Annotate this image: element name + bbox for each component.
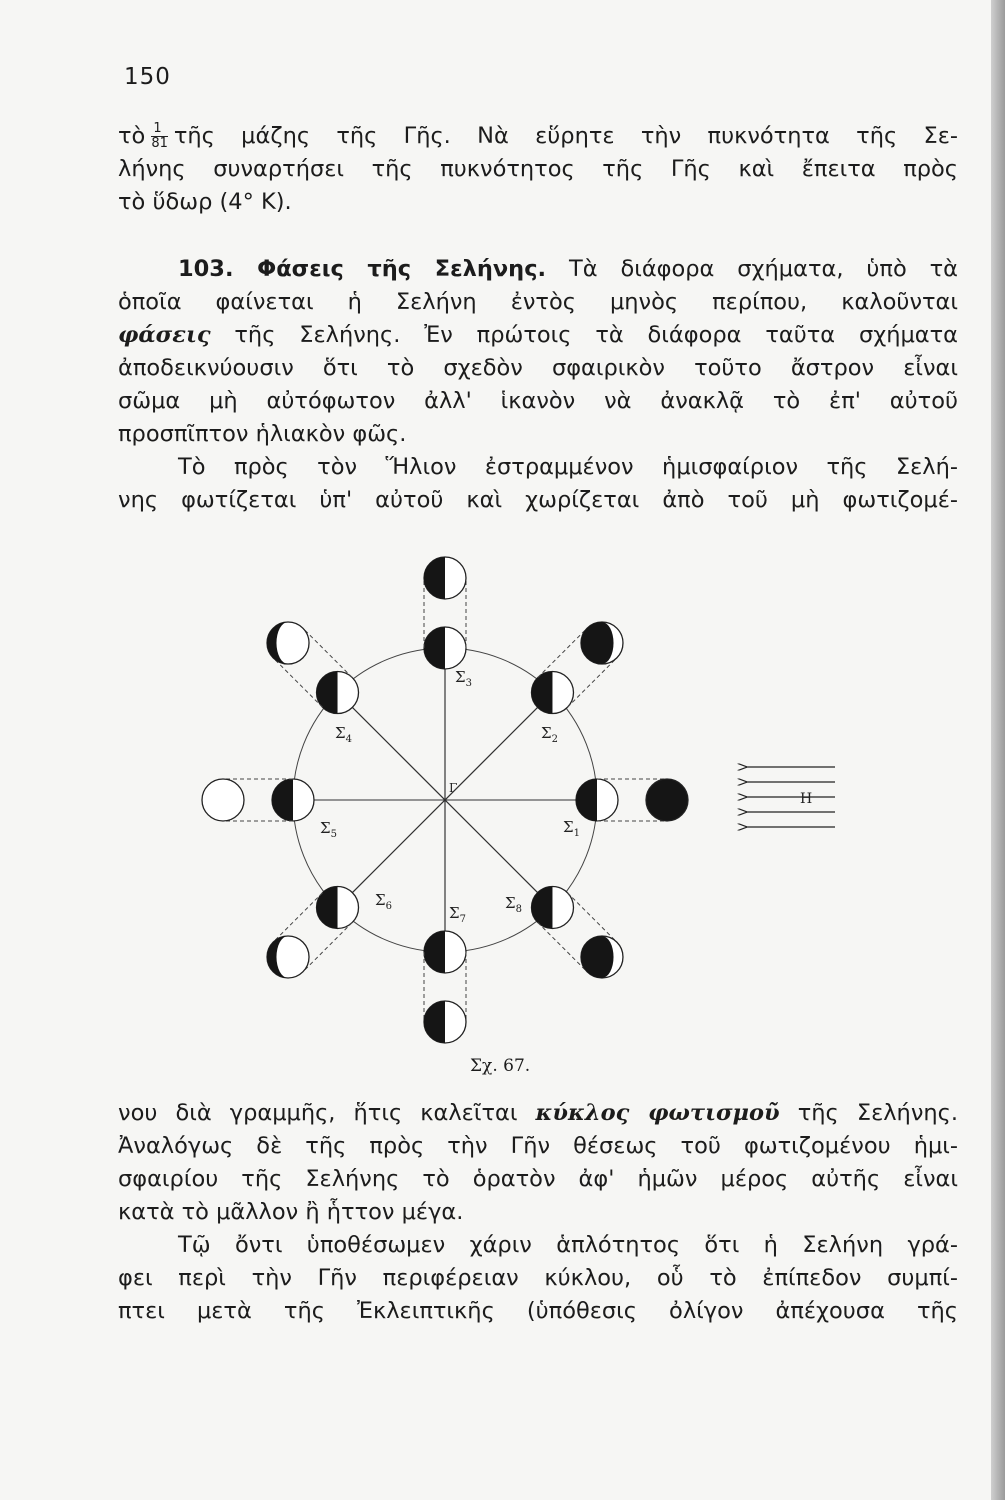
- apparent-phase-3: [424, 557, 466, 599]
- figure-caption: Σχ. 67.: [470, 1056, 531, 1076]
- text-line: κατὰ τὸ μᾶλλον ἢ ἧττον μέγα.: [118, 1199, 464, 1225]
- sight-line: [567, 658, 616, 707]
- position-letter: Σ: [449, 904, 460, 922]
- sight-line: [303, 922, 352, 971]
- position-subscript: 2: [551, 734, 558, 745]
- position-label-8: [505, 894, 522, 915]
- apparent-phase-1: [646, 779, 688, 821]
- text-line: λήνης συναρτήσει τῆς πυκνότητος τῆς Γῆς καὶ ἔπειτα πρὸς: [118, 156, 958, 182]
- text-fragment: τὸ: [118, 123, 146, 149]
- apparent-phase-2: [581, 622, 623, 664]
- text-line: σφαιρίου τῆς Σελήνης τὸ ὁρατὸν ἀφ' ἡμῶν μέρος αὐτῆς εἶναι: [118, 1166, 958, 1192]
- sight-line: [303, 628, 352, 677]
- paragraph-illumination: [118, 1097, 958, 1328]
- text-line: φει περὶ τὴν Γῆν περιφέρειαν κύκλου, οὗ τὸ ἐπίπεδον συμπί-: [118, 1265, 958, 1291]
- sight-line: [273, 893, 322, 942]
- apparent-phase-7: [424, 1001, 466, 1043]
- moon-dark-half: [576, 779, 597, 821]
- fraction-numerator: 1: [151, 122, 168, 137]
- apparent-dark-part: [424, 1001, 445, 1043]
- position-letter: Σ: [335, 724, 346, 742]
- position-label-3: [455, 668, 472, 689]
- position-letter: Σ: [541, 724, 552, 742]
- text-line: [118, 319, 958, 352]
- text-line: σῶμα μὴ αὐτόφωτον ἀλλ' ἱκανὸν νὰ ἀνακλᾷ τὸ ἐπ' αὐτοῦ: [118, 388, 958, 414]
- position-subscript: 8: [515, 904, 522, 915]
- position-letter: Σ: [505, 894, 516, 912]
- position-label-1: [563, 818, 580, 839]
- page-edge-shadow: [991, 0, 1005, 1500]
- section-heading: 103. Φάσεις τῆς Σελήνης.: [178, 256, 547, 282]
- text-line: Τὸ πρὸς τὸν Ἥλιον ἐστραμμένον ἡμισφαίριον τῆς Σελή-: [178, 454, 958, 480]
- position-letter: Σ: [455, 668, 466, 686]
- sun-label: Η: [800, 791, 813, 807]
- text-line: τὸ ὕδωρ (4° Κ).: [118, 189, 292, 215]
- text-fragment: τῆς Σελήνης. Ἐν πρώτοις τὰ διάφορα ταῦτα σχήματα: [234, 322, 958, 348]
- text-line: [118, 1097, 958, 1130]
- apparent-phase-4: [267, 622, 309, 664]
- text-fragment: νου διὰ γραμμῆς, ἥτις καλεῖται: [118, 1100, 518, 1126]
- moon-dark-half: [317, 886, 338, 928]
- position-subscript: 6: [385, 901, 392, 912]
- fraction-denominator: 81: [151, 136, 168, 151]
- position-label-2: [541, 724, 558, 745]
- page-number: 150: [124, 64, 171, 90]
- position-subscript: 4: [345, 734, 352, 745]
- position-label-5: [320, 819, 337, 840]
- text-line: [118, 253, 958, 286]
- moon-phases-figure: [190, 545, 870, 1055]
- moon-dark-half: [424, 931, 445, 973]
- moon-dark-half: [317, 672, 338, 714]
- text-line: Ἀναλόγως δὲ τῆς πρὸς τὴν Γῆν θέσεως τοῦ φωτιζομένου ἡμι-: [118, 1133, 958, 1159]
- text-line: νης φωτίζεται ὑπ' αὐτοῦ καὶ χωρίζεται ἀπὸ τοῦ μὴ φωτιζομέ-: [118, 487, 958, 513]
- position-subscript: 1: [573, 828, 580, 839]
- position-label-4: [335, 724, 352, 745]
- sight-line: [538, 922, 587, 971]
- earth-center-label: Γ: [449, 781, 458, 795]
- apparent-moon-disc: [202, 779, 244, 821]
- sunlight-rays: [746, 767, 835, 827]
- apparent-phase-5: [202, 779, 244, 821]
- position-letter: Σ: [563, 818, 574, 836]
- text-line: ἀποδεικνύουσιν ὅτι τὸ σχεδὸν σφαιρικὸν τοῦτο ἄστρον εἶναι: [118, 355, 958, 381]
- text-line: [118, 120, 958, 153]
- text-line: Τῷ ὄντι ὑποθέσωμεν χάριν ἁπλότητος ὅτι ἡ Σελήνη γρά-: [178, 1232, 958, 1258]
- position-letter: Σ: [320, 819, 331, 837]
- sight-line: [273, 658, 322, 707]
- text-fragment: τῆς μάζης τῆς Γῆς. Νὰ εὕρητε τὴν πυκνότητα τῆς Σε-: [173, 123, 958, 149]
- apparent-dark-part: [581, 622, 614, 664]
- apparent-dark-part: [581, 936, 614, 978]
- fraction: [151, 122, 168, 151]
- apparent-phase-6: [267, 936, 309, 978]
- apparent-phase-8: [581, 936, 623, 978]
- position-subscript: 5: [330, 829, 337, 840]
- apparent-moon-disc: [646, 779, 688, 821]
- sight-line: [538, 628, 587, 677]
- term-phases: φάσεις: [118, 322, 211, 348]
- position-letter: Σ: [375, 891, 386, 909]
- sight-line: [567, 893, 616, 942]
- text-line: προσπῖπτον ἡλιακὸν φῶς.: [118, 421, 407, 447]
- position-subscript: 7: [459, 914, 466, 925]
- text-fragment: τῆς Σελήνης.: [797, 1100, 958, 1126]
- apparent-dark-part: [424, 557, 445, 599]
- text-line: πτει μετὰ τῆς Ἐκλειπτικῆς (ὑπόθεσις ὀλίγον ἀπέχουσα τῆς: [118, 1298, 958, 1324]
- moon-dark-half: [272, 779, 293, 821]
- section-103: [118, 253, 958, 517]
- term-circle-of-illumination: κύκλος φωτισμοῦ: [535, 1100, 780, 1126]
- position-label-6: [375, 891, 392, 912]
- position-label-7: [449, 904, 466, 925]
- position-subscript: 3: [465, 678, 472, 689]
- moon-dark-half: [424, 627, 445, 669]
- paragraph-density-exercise: [118, 120, 958, 219]
- text-line: ὁποῖα φαίνεται ἡ Σελήνη ἐντὸς μηνὸς περίπου, καλοῦνται: [118, 289, 958, 315]
- text-fragment: Τὰ διάφορα σχήματα, ὑπὸ τὰ: [568, 256, 958, 282]
